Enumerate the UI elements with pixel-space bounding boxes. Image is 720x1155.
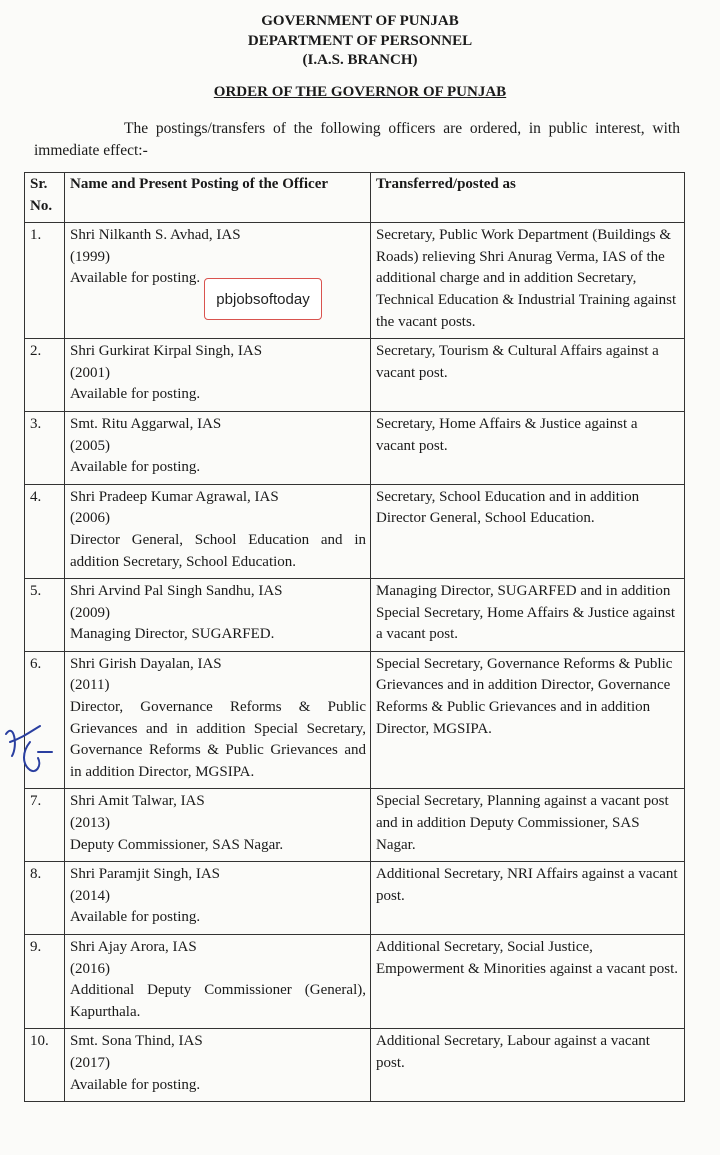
officer-name: Shri Amit Talwar, IAS [70, 793, 205, 810]
officer-present-posting: Available for posting. [70, 386, 201, 403]
table-row [25, 1029, 685, 1102]
table-row [25, 862, 685, 935]
row-officer-cell [65, 862, 371, 935]
order-title: ORDER OF THE GOVERNOR OF PUNJAB [213, 84, 507, 100]
header-branch: (I.A.S. BRANCH) [302, 52, 418, 68]
row-posted-as: Additional Secretary, Labour against a vacant post. [371, 1029, 685, 1102]
table-row [25, 223, 685, 339]
officer-batch: (2006) [70, 510, 110, 527]
row-sr-no: 6. [25, 651, 65, 789]
header-government: GOVERNMENT OF PUNJAB [261, 13, 459, 29]
officer-batch: (2013) [70, 815, 110, 832]
table-row [25, 339, 685, 412]
table-row [25, 651, 685, 789]
table-row [25, 579, 685, 652]
row-officer-cell [65, 1029, 371, 1102]
row-officer-cell [65, 484, 371, 578]
row-officer-cell [65, 339, 371, 412]
table-header-row [25, 173, 685, 223]
officer-present-posting: Additional Deputy Commissioner (General), Kapurthala. [70, 982, 366, 1020]
row-sr-no: 3. [25, 411, 65, 484]
row-posted-as: Special Secretary, Planning against a vacant post and in addition Deputy Commissioner, SAS Nagar. [371, 789, 685, 862]
table-row [25, 789, 685, 862]
row-sr-no: 5. [25, 579, 65, 652]
officer-present-posting: Available for posting. [70, 909, 201, 926]
row-posted-as: Special Secretary, Governance Reforms & Public Grievances and in addition Director, Governance Reforms & Public Grievances and in addition Director, MGSIPA. [371, 651, 685, 789]
row-posted-as: Additional Secretary, Social Justice, Empowerment & Minorities against a vacant post. [371, 935, 685, 1029]
row-sr-no: 1. [25, 223, 65, 339]
row-sr-no: 4. [25, 484, 65, 578]
postings-table [24, 172, 685, 1102]
officer-name: Shri Gurkirat Kirpal Singh, IAS [70, 343, 263, 360]
row-officer-cell [65, 789, 371, 862]
officer-name: Shri Pradeep Kumar Agrawal, IAS [70, 488, 279, 505]
row-officer-cell [65, 651, 371, 789]
row-officer-cell [65, 935, 371, 1029]
header-posted-as: Transferred/posted as [371, 173, 685, 223]
officer-name: Shri Arvind Pal Singh Sandhu, IAS [70, 583, 283, 600]
officer-present-posting: Director General, School Education and in addition Secretary, School Education. [70, 531, 366, 570]
header-department: DEPARTMENT OF PERSONNEL [247, 33, 473, 49]
table-row [25, 484, 685, 578]
signature-initials [0, 712, 70, 782]
officer-name: Shri Nilkanth S. Avhad, IAS [70, 227, 241, 244]
row-sr-no: 10. [25, 1029, 65, 1102]
row-posted-as: Secretary, Tourism & Cultural Affairs against a vacant post. [371, 339, 685, 412]
officer-present-posting: Available for posting. [70, 1076, 201, 1093]
header-officer: Name and Present Posting of the Officer [65, 173, 371, 223]
officer-batch: (2017) [70, 1054, 110, 1071]
officer-present-posting: Director, Governance Reforms & Public Grievances and in addition Special Secretary, Governance Reforms & Public Grievances and in addition Director, MGSIPA. [70, 699, 366, 780]
row-sr-no: 9. [25, 935, 65, 1029]
row-posted-as: Secretary, School Education and in addition Director General, School Education. [371, 484, 685, 578]
row-posted-as: Secretary, Public Work Department (Buildings & Roads) relieving Shri Anurag Verma, IAS of the additional charge and in addition Secretary, Technical Education & Industrial Training against the vacant posts. [371, 223, 685, 339]
intro-paragraph [34, 118, 680, 162]
officer-name: Shri Paramjit Singh, IAS [70, 866, 221, 883]
officer-present-posting: Deputy Commissioner, SAS Nagar. [70, 836, 284, 853]
row-sr-no: 7. [25, 789, 65, 862]
officer-name: Smt. Ritu Aggarwal, IAS [70, 415, 222, 432]
row-posted-as: Secretary, Home Affairs & Justice against a vacant post. [371, 411, 685, 484]
header-sr-no: Sr. No. [25, 173, 65, 223]
officer-present-posting: Managing Director, SUGARFED. [70, 626, 275, 643]
officer-name: Shri Ajay Arora, IAS [70, 939, 197, 955]
intro-text: The postings/transfers of the following officers are ordered, in public interest, with immediate effect:- [34, 120, 680, 159]
officer-batch: (2009) [70, 604, 110, 621]
table-row [25, 411, 685, 484]
row-posted-as: Additional Secretary, NRI Affairs against a vacant post. [371, 862, 685, 935]
officer-present-posting: Available for posting. [70, 270, 201, 287]
officer-present-posting: Available for posting. [70, 459, 201, 476]
officer-batch: (2016) [70, 960, 110, 977]
officer-batch: (2005) [70, 437, 110, 454]
row-officer-cell [65, 411, 371, 484]
officer-batch: (2001) [70, 364, 110, 381]
table-row [25, 935, 685, 1029]
officer-batch: (2014) [70, 887, 110, 904]
officer-name: Shri Girish Dayalan, IAS [70, 655, 222, 672]
row-officer-cell [65, 579, 371, 652]
row-sr-no: 8. [25, 862, 65, 935]
row-sr-no: 2. [25, 339, 65, 412]
officer-batch: (2011) [70, 677, 110, 694]
officer-batch: (1999) [70, 248, 110, 265]
row-posted-as: Managing Director, SUGARFED and in addition Special Secretary, Home Affairs & Justice against a vacant post. [371, 579, 685, 652]
table-body [25, 223, 685, 1102]
watermark-label: pbjobsoftoday [204, 278, 322, 320]
officer-name: Smt. Sona Thind, IAS [70, 1033, 203, 1050]
